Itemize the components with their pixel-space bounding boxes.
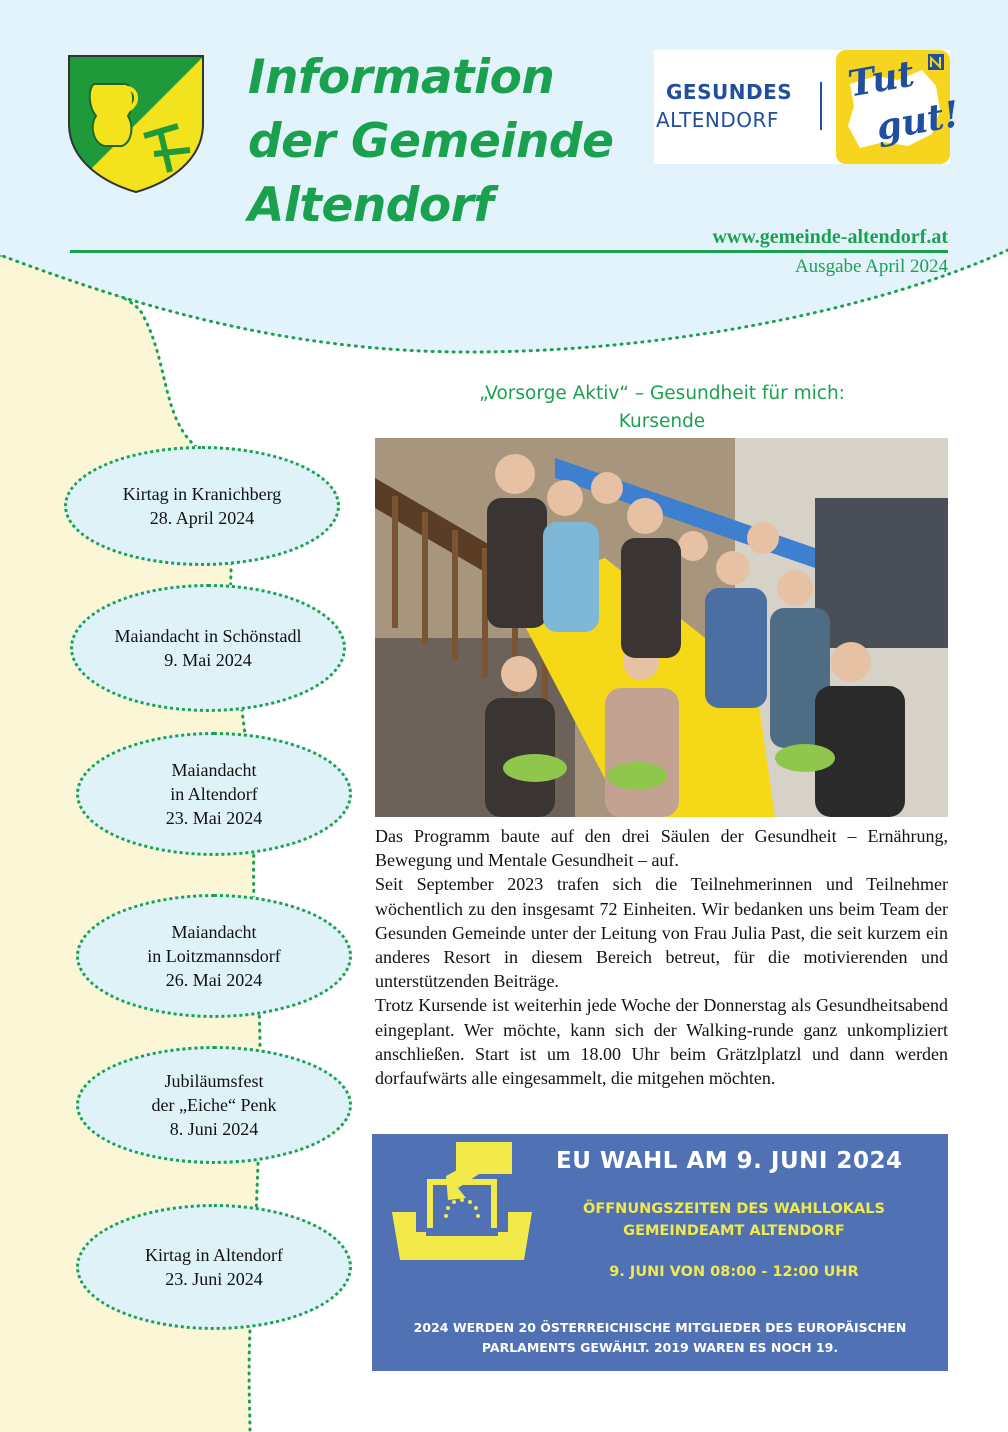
- issue-label: Ausgabe April 2024: [794, 256, 948, 277]
- eu-note: [372, 1318, 948, 1358]
- event-line: in Loitzmannsdorf: [147, 946, 281, 966]
- municipal-crest-icon: [66, 54, 206, 194]
- event-line: 23. Mai 2024: [165, 808, 263, 828]
- eu-headline: EU WAHL AM 9. JUNI 2024: [556, 1148, 903, 1174]
- page-title: [248, 46, 613, 238]
- event-line: Maiandacht in Schönstadl: [114, 626, 302, 646]
- logo-line-2: ALTENDORF: [656, 108, 779, 132]
- article-title-line-2: Kursende: [618, 411, 706, 432]
- eu-election-notice: [372, 1134, 948, 1371]
- title-line-1: Information: [248, 50, 555, 105]
- eu-sub-line: ÖFFNUNGSZEITEN DES WAHLLOKALS: [583, 1201, 885, 1217]
- event-bubble: [64, 446, 340, 566]
- event-line: der „Eiche“ Penk: [151, 1095, 277, 1115]
- logo-line-1: GESUNDES: [666, 80, 793, 104]
- eu-note-line: 2024 WERDEN 20 ÖSTERREICHISCHE MITGLIEDER DES EUROPÄISCHEN: [413, 1320, 907, 1335]
- title-divider: [70, 250, 948, 253]
- event-bubble: [76, 1046, 352, 1164]
- article-paragraph: Das Programm baute auf den drei Säulen der Gesundheit – Ernährung, Bewegung und Mentale Gesundheit – auf.: [375, 826, 948, 871]
- eu-sub-line: GEMEINDEAMT ALTENDORF: [623, 1223, 845, 1239]
- tut-gut-badge: [836, 50, 963, 164]
- event-line: 26. Mai 2024: [165, 970, 263, 990]
- event-bubble: [76, 732, 352, 856]
- event-line: Kirtag in Kranichberg: [122, 484, 282, 504]
- group-photo: [375, 438, 948, 817]
- eu-note-line: PARLAMENTS GEWÄHLT. 2019 WAREN ES NOCH 19.: [481, 1340, 839, 1355]
- event-line: 28. April 2024: [149, 508, 255, 528]
- event-line: Jubiläumsfest: [164, 1071, 264, 1091]
- event-bubble: [76, 894, 352, 1018]
- article-title-line-1: „Vorsorge Aktiv“ – Gesundheit für mich:: [479, 383, 845, 404]
- title-line-3: Altendorf: [248, 178, 494, 233]
- article-paragraph: Seit September 2023 trafen sich die Teilnehmerinnen und Teilnehmer wöchentlich zu den insgesamt 72 Einheiten. Wir bedanken uns beim Team der Gesunden Gemeinde unter der Leitung von Frau Julia Past, die seit kurzem ein anderes Resort in diesem Bereich betreut, für die motivierenden und unterstützenden Beiträge.: [375, 874, 948, 992]
- tagline-tut: Tut: [844, 52, 918, 106]
- article-body: [375, 824, 948, 1090]
- tagline-gut: gut!: [872, 93, 963, 149]
- eu-opening-hours-title: [534, 1198, 934, 1242]
- eu-hours: 9. JUNI VON 08:00 - 12:00 UHR: [609, 1264, 859, 1280]
- event-line: 8. Juni 2024: [169, 1119, 259, 1139]
- event-line: in Altendorf: [170, 784, 258, 804]
- article-paragraph: Trotz Kursende ist weiterhin jede Woche der Donnerstag als Gesundheitsabend eingeplant. Wer möchte, kann sich der Walking-runde ganz unkompliziert anschließen. Start ist um 18.00 Uhr beim Grätzlplatzl und dann werden dorfaufwärts alle eingesammelt, die mitgehen möchten.: [375, 995, 948, 1089]
- logo-separator: [820, 82, 822, 130]
- event-line: 9. Mai 2024: [164, 650, 252, 670]
- event-line: Kirtag in Altendorf: [145, 1245, 283, 1265]
- event-bubble: [76, 1204, 352, 1330]
- event-bubble: [70, 584, 346, 712]
- title-line-2: der Gemeinde: [248, 114, 614, 169]
- event-line: 23. Juni 2024: [165, 1269, 263, 1289]
- event-line: Maiandacht: [171, 760, 257, 780]
- gesundes-altendorf-logo: [654, 50, 963, 164]
- event-line: Maiandacht: [171, 922, 257, 942]
- website-link[interactable]: www.gemeinde-altendorf.at: [712, 226, 948, 248]
- ballot-box-icon: [386, 1142, 536, 1282]
- article-title: [376, 380, 948, 436]
